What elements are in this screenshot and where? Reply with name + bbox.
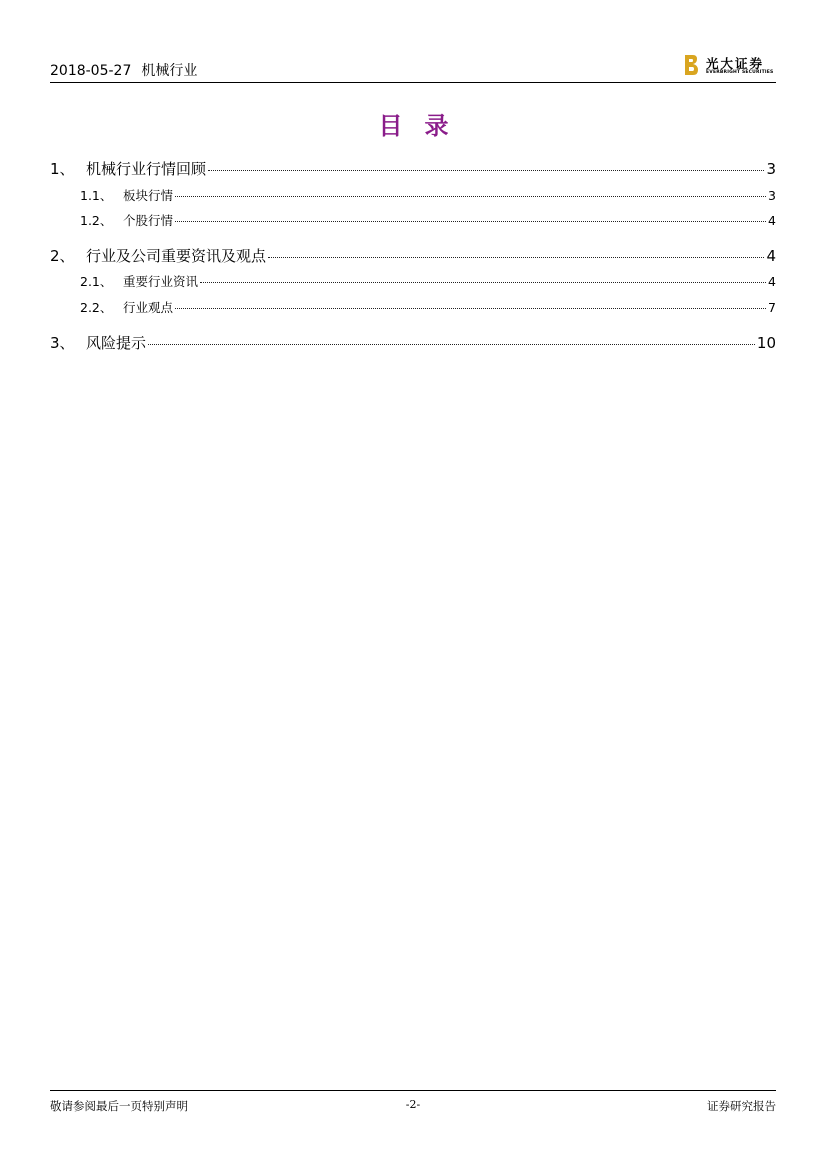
toc-entry-title: 重要行业资讯 [123, 274, 199, 289]
toc-entry-page: 7 [768, 300, 776, 315]
page-number: -2- [405, 1098, 421, 1111]
toc-entry-number: 3、 [50, 334, 75, 352]
toc-leader-dots [200, 281, 766, 283]
toc-entry-title: 个股行情 [123, 213, 174, 228]
toc-entry[interactable] [50, 158, 776, 179]
toc-leader-dots [175, 307, 766, 309]
header-left [50, 60, 197, 80]
toc-entry-number: 2.1、 [80, 274, 113, 289]
company-logo [684, 54, 776, 78]
toc-entry[interactable] [50, 245, 776, 266]
page-footer [50, 1090, 776, 1117]
industry-name: 机械行业 [141, 63, 198, 79]
toc-entry[interactable] [50, 298, 776, 316]
toc-entry-title: 板块行情 [123, 188, 174, 203]
toc-leader-dots [148, 343, 755, 345]
toc-entry-number: 2.2、 [80, 300, 113, 315]
toc-entry-number: 1.1、 [80, 188, 113, 203]
toc-entry-page: 4 [768, 274, 776, 289]
toc-entry-title: 机械行业行情回顾 [86, 160, 207, 178]
logo-text-en: EVERBRIGHT SECURITIES [706, 70, 774, 75]
toc-entry[interactable] [50, 332, 776, 353]
toc-entry[interactable] [50, 272, 776, 290]
toc-entry-number: 1、 [50, 160, 75, 178]
toc-entry-number: 2、 [50, 247, 75, 265]
report-date: 2018-05-27 [50, 63, 132, 79]
toc-leader-dots [208, 169, 764, 171]
toc-title: 目录 [378, 111, 471, 140]
page-header [50, 52, 776, 83]
toc-entry-title: 行业观点 [123, 300, 174, 315]
footer-report-type: 证券研究报告 [707, 1099, 776, 1113]
toc-leader-dots [268, 256, 764, 258]
toc-entry-number: 1.2、 [80, 213, 113, 228]
toc-entry-page: 4 [766, 247, 776, 265]
toc-leader-dots [175, 220, 766, 222]
toc-leader-dots [175, 195, 766, 197]
toc-entry-page: 4 [768, 213, 776, 228]
toc-entry-page: 3 [766, 160, 776, 178]
toc-entry[interactable] [50, 186, 776, 204]
footer-disclaimer: 敬请参阅最后一页特别声明 [50, 1099, 188, 1113]
toc-entry-page: 3 [768, 188, 776, 203]
everbright-logo-icon [684, 54, 699, 76]
toc-entry-title: 风险提示 [86, 334, 147, 352]
logo-text-cn: 光大证券 [706, 56, 765, 71]
toc-entry-title: 行业及公司重要资讯及观点 [86, 247, 267, 265]
toc-entry-page: 10 [756, 334, 776, 352]
toc-entry[interactable] [50, 211, 776, 229]
